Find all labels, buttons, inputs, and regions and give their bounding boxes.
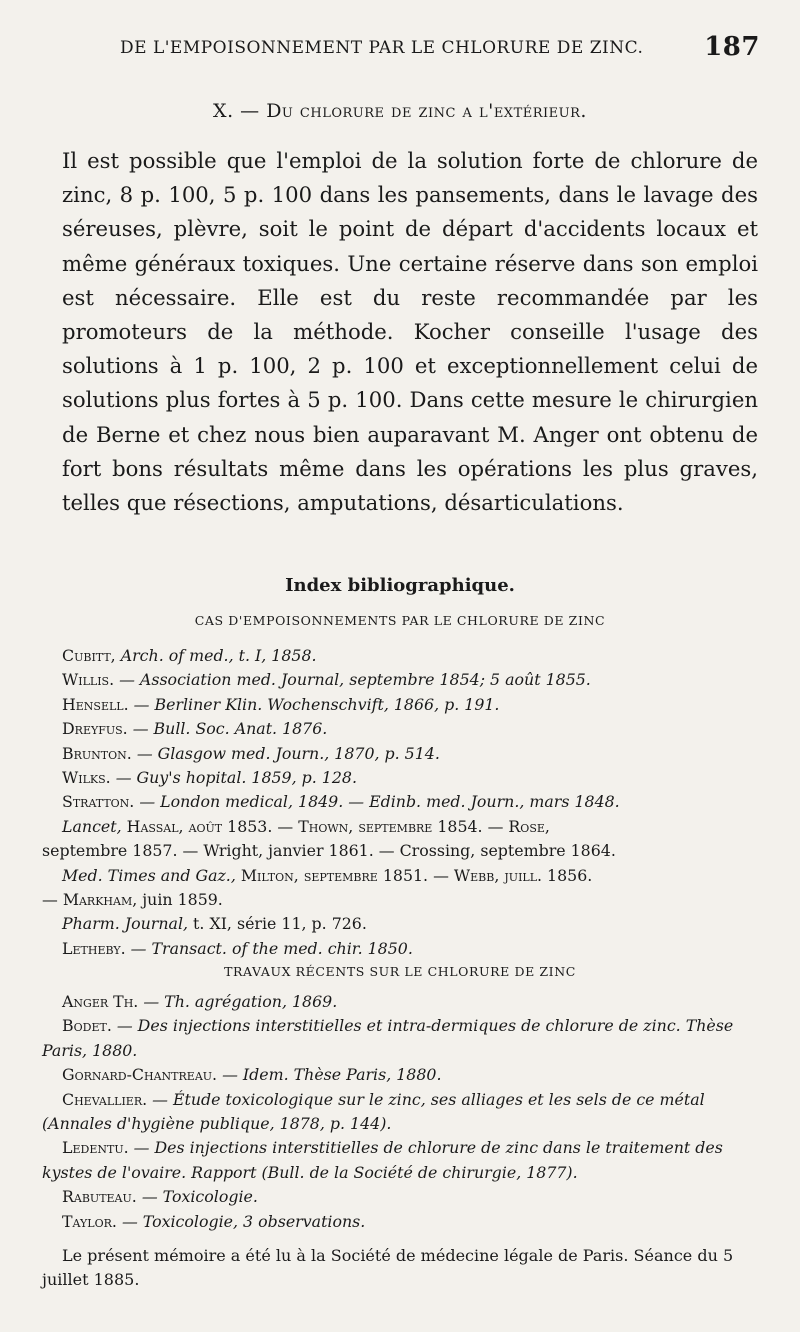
list-item: Taylor. — Toxicologie, 3 observations. (62, 1211, 366, 1231)
list-item: Cubitt, Arch. of med., t. I, 1858. (62, 646, 317, 665)
body-paragraph: Il est possible que l'emploi de la solution forte de chlorure de zinc, 8 p. 100, 5 p. 100 dans les pansements, dans le lavage des séreuses, plèvre, soit le point de départ d'accidents locaux et même généraux toxiques. Une certaine réserve dans son emploi est nécessaire. Elle est du reste recommandée par les promoteurs de la méthode. Kocher conseille l'usage des solutions à 1 p. 100, 2 p. 100 et exceptionnellement celui de solutions plus fortes à 5 p. 100. Dans cette mesure le chirurgien de Berne et chez nous bien auparavant M. Anger ont obtenu de fort bons résultats même dans les opérations les plus graves, telles que résections, amputations, désarticulations. (62, 148, 758, 516)
footer-note (42, 1244, 762, 1292)
list-item: — Markham, juin 1859. (42, 890, 223, 910)
recent-subheading: TRAVAUX RÉCENTS SUR LE CHLORURE DE ZINC (224, 964, 576, 979)
list-item: Wilks. — Guy's hopital. 1859, p. 128. (62, 768, 357, 788)
running-header (120, 32, 760, 62)
list-item: Gornard-Chantreau. — Idem. Thèse Paris, 1880. (62, 1065, 442, 1085)
list-item: Hensell. — Berliner Klin. Wochenschvift, 1866, p. 191. (62, 694, 500, 714)
running-title: DE L'EMPOISONNEMENT PAR LE CHLORURE DE ZINC. (120, 38, 644, 58)
cases-subheading: CAS D'EMPOISONNEMENTS PAR LE CHLORURE DE ZINC (194, 613, 606, 628)
list-item: Rabuteau. — Toxicologie. (62, 1187, 258, 1207)
list-item: Bodet. — Des injections interstitielles et intra-dermiques de chlorure de zinc. Thèse Paris, 1880. (42, 1016, 734, 1060)
footer-text: Le présent mémoire a été lu à la Société de médecine légale de Paris. Séance du 5 juillet 1885. (42, 1246, 734, 1289)
list-item: Letheby. — Transact. of the med. chir. 1850. (62, 938, 413, 958)
list-item: Pharm. Journal, t. XI, série 11, p. 726. (62, 914, 367, 934)
list-item: Med. Times and Gaz., Milton, septembre 1851. — Webb, juill. 1856. (62, 865, 593, 885)
list-item: septembre 1857. — Wright, janvier 1861. — Crossing, septembre 1864. (42, 841, 616, 861)
recent-list (42, 990, 762, 1234)
page-number: 187 (704, 32, 760, 62)
list-item: Ledentu. — Des injections interstitielles de chlorure de zinc dans le traitement des kystes de l'ovaire. Rapport (Bull. de la Société de chirurgie, 1877). (42, 1138, 723, 1182)
cases-list (42, 644, 762, 961)
list-item: Stratton. — London medical, 1849. — Edinb. med. Journ., mars 1848. (62, 792, 620, 812)
list-item: Willis. — Association med. Journal, septembre 1854; 5 août 1855. (62, 670, 591, 690)
list-item: Brunton. — Glasgow med. Journ., 1870, p. 514. (62, 743, 440, 763)
list-item: Dreyfus. — Bull. Soc. Anat. 1876. (62, 719, 328, 739)
section-heading: X. — Du chlorure de zinc a l'extérieur. (213, 100, 587, 122)
index-title: Index bibliographique. (285, 575, 515, 596)
list-item: Anger Th. — Th. agrégation, 1869. (62, 992, 338, 1011)
list-item: Chevallier. — Étude toxicologique sur le zinc, ses alliages et les sels de ce métal (Annales d'hygiène publique, 1878, p. 144). (42, 1089, 705, 1134)
list-item: Lancet, Hassal, août 1853. — Thown, septembre 1854. — Rose, (62, 816, 550, 836)
